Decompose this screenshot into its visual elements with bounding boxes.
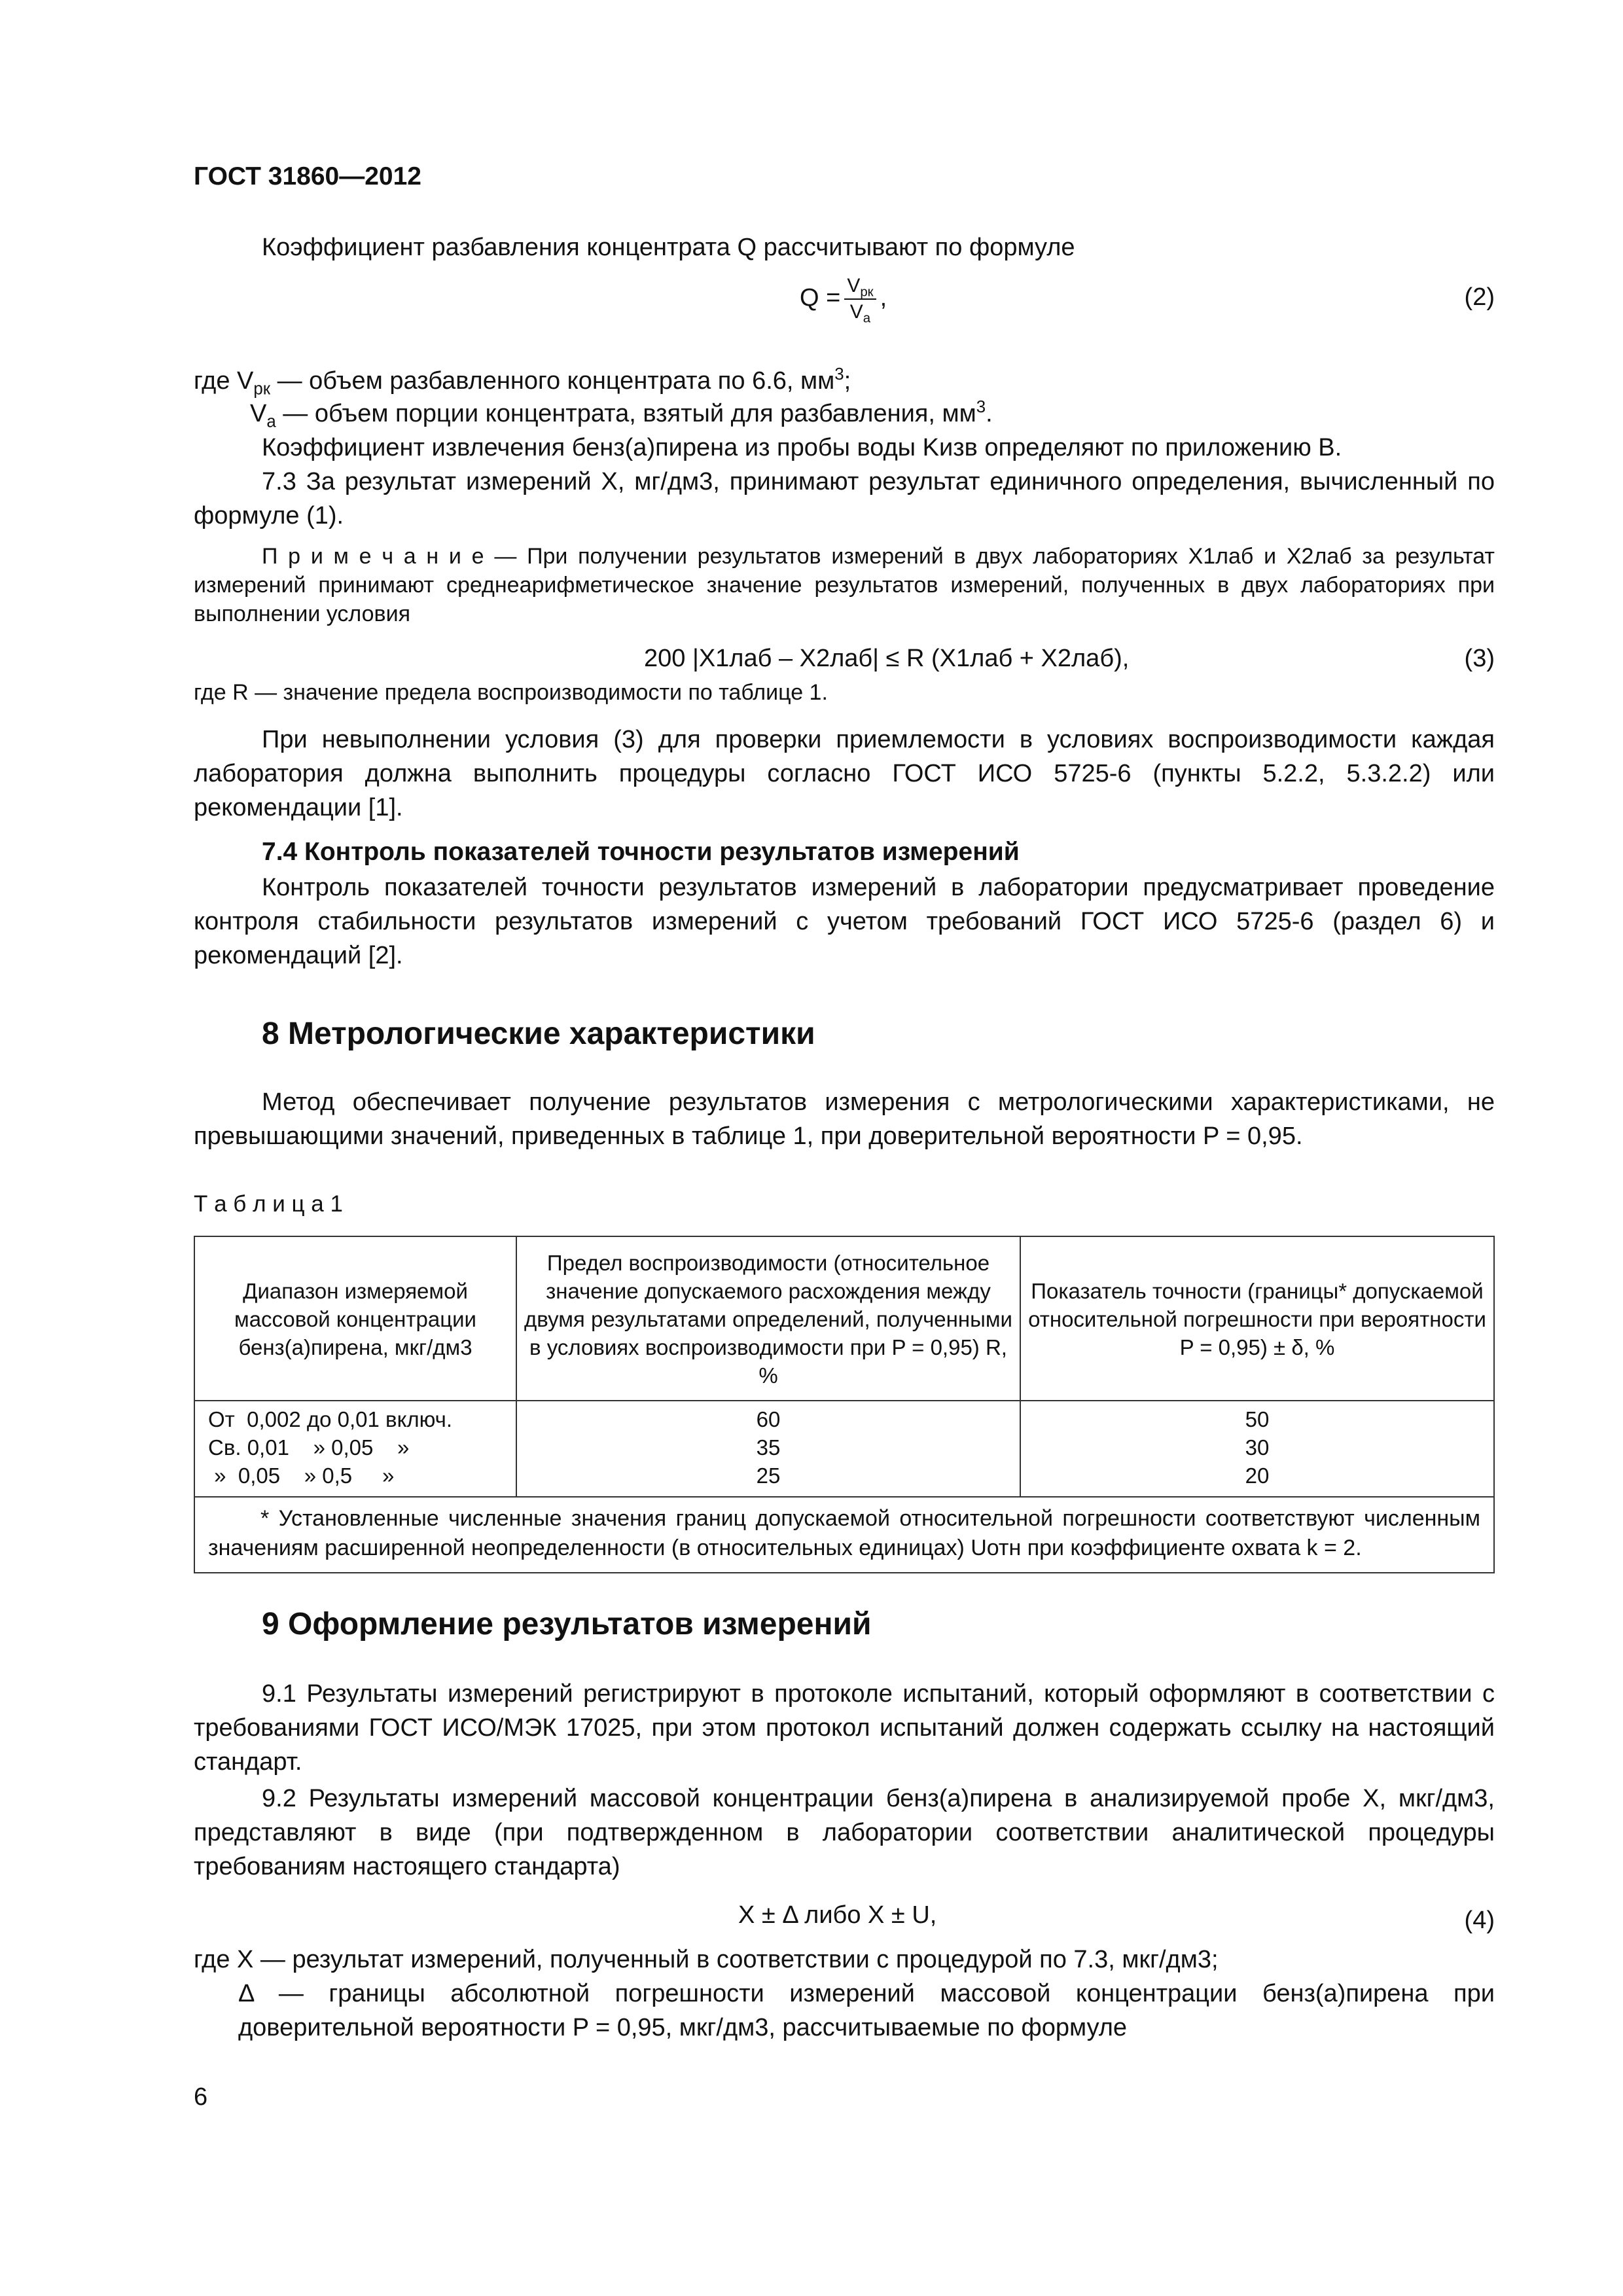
where-4-line-2: Δ — границы абсолютной погрешности измерений массовой концентрации бенз(а)пирена при доверительной вероятности P = 0,95, мкг/дм3, рассчитываемые по формуле <box>238 1980 1495 2041</box>
table-row-R: 60 <box>756 1407 781 1431</box>
table-row-range: » 0,05 » 0,5 » <box>208 1463 395 1488</box>
table-footnote: * Установленные численные значения границ допускаемой относительной погрешности соответствуют численным значениям расширенной неопределенности (в относительных единицах) Uотн при коэффициенте охвата k = 2. <box>194 1497 1494 1573</box>
reproducibility-paragraph <box>194 723 1495 825</box>
formula-3-number: (3) <box>1464 645 1495 672</box>
table-row-range: Св. 0,01 » 0,05 » <box>208 1435 410 1460</box>
where-4-line-1: где X — результат измерений, полученный в соответствии с процедурой по 7.3, мкг/дм3; <box>194 1946 1219 1973</box>
where-2-line-1: где $V_{рк}$ — объем разбавленного концентрата по 6.6, $мм^3$; <box>194 365 851 399</box>
section-7-3-text: 7.3 За результат измерений X, мг/дм3, принимают результат единичного определения, вычисленный по формуле (1). <box>194 468 1495 529</box>
where-2-line-2: $V_a$ — объем порции концентрата, взятый для разбавления, $мм^3$. <box>250 397 993 431</box>
formula-2-number: (2) <box>1464 283 1495 311</box>
section-9-2-text: 9.2 Результаты измерений массовой концентрации бенз(а)пирена в анализируемой пробе X, мкг/дм3, представляют в виде (при подтвержденном в лаборатории соответствии аналитической процедуры требованиям настоящего стандарта) <box>194 1785 1495 1880</box>
table-row-delta: 30 <box>1245 1435 1270 1460</box>
table-row-R: 25 <box>756 1463 781 1488</box>
table-accuracy-cell <box>1020 1401 1494 1497</box>
table-footnote-row <box>194 1497 1494 1573</box>
table-range-cell <box>194 1401 516 1497</box>
section-7-4-title: 7.4 Контроль показателей точности результатов измерений <box>262 838 1020 866</box>
reproducibility-text: При невыполнении условия (3) для проверки приемлемости в условиях воспроизводимости каждая лаборатория должна выполнить процедуры согласно ГОСТ ИСО 5725-6 (пункты 5.2.2, 5.3.2.2) или рекомендации [1]. <box>194 726 1495 821</box>
section-7-4-text: Контроль показателей точности результатов измерений в лаборатории предусматривает проведение контроля стабильности результатов измерений с учетом требований ГОСТ ИСО 5725-6 (раздел 6) и рекомендаций [2]. <box>194 874 1495 969</box>
recovery-text: Коэффициент извлечения бенз(а)пирена из пробы воды Kизв определяют по приложению В. <box>262 434 1342 461</box>
table-row-R: 35 <box>756 1435 781 1460</box>
table-row-delta: 50 <box>1245 1407 1270 1431</box>
table-data-row <box>194 1401 1494 1497</box>
note-text: — При получении результатов измерений в двух лабораториях X1лаб и X2лаб за результат измерений принимают среднеарифметическое значение результатов измерений, полученных в двух лабораториях при выполнении условия <box>194 544 1495 626</box>
section-9-title: 9 Оформление результатов измерений <box>262 1607 872 1641</box>
table-row-range: От 0,002 до 0,01 включ. <box>208 1407 453 1431</box>
page-number: 6 <box>194 2083 208 2111</box>
standard-header: ГОСТ 31860—2012 <box>194 162 421 190</box>
formula-2-denominator: $V_a$ <box>849 301 871 326</box>
table-header-range: Диапазон измеряемой массовой концентрации бенз(а)пирена, мкг/дм3 <box>194 1236 516 1401</box>
note-block <box>194 542 1495 628</box>
section-7-4 <box>194 870 1495 973</box>
note-label: П р и м е ч а н и е <box>262 544 484 569</box>
formula-2 <box>800 274 887 325</box>
section-8 <box>194 1085 1495 1153</box>
formula-4: X ± Δ либо X ± U, <box>738 1901 937 1929</box>
formula-4-number: (4) <box>1464 1907 1495 1934</box>
formula-3: 200 |X1лаб – X2лаб| ≤ R (X1лаб + X2лаб), <box>644 645 1130 672</box>
table-header-accuracy: Показатель точности (границы* допускаемой относительной погрешности при вероятности P = 0,95) ± δ, % <box>1020 1236 1494 1401</box>
formula-2-trail: , <box>880 284 887 312</box>
table-header-row <box>194 1236 1494 1401</box>
formula-2-numerator: $V_{рк}$ <box>844 274 876 300</box>
section-8-title: 8 Метрологические характеристики <box>262 1016 815 1051</box>
table-1 <box>194 1236 1495 1573</box>
section-7-3 <box>194 465 1495 533</box>
table-row-delta: 20 <box>1245 1463 1270 1488</box>
dilution-sentence: Коэффициент разбавления концентрата Q рассчитывают по формуле <box>262 234 1075 261</box>
formula-2-fraction <box>844 274 876 325</box>
dilution-paragraph <box>194 230 1495 264</box>
table-header-reproducibility: Предел воспроизводимости (относительное значение допускаемого расхождения между двумя результатами определений, полученными в условиях воспроизводимости при P = 0,95) R, % <box>516 1236 1020 1401</box>
formula-2-lhs: Q = <box>800 284 841 312</box>
table-reproducibility-cell <box>516 1401 1020 1497</box>
section-9-1 <box>194 1677 1495 1779</box>
where-3: где R — значение предела воспроизводимости по таблице 1. <box>194 680 828 705</box>
section-8-text: Метод обеспечивает получение результатов измерения с метрологическими характеристиками, не превышающими значений, приведенных в таблице 1, при доверительной вероятности P = 0,95. <box>194 1088 1495 1150</box>
section-9-2 <box>194 1782 1495 1884</box>
section-9-1-text: 9.1 Результаты измерений регистрируют в протоколе испытаний, который оформляют в соответствии с требованиями ГОСТ ИСО/МЭК 17025, при этом протокол испытаний должен содержать ссылку на настоящий стандарт. <box>194 1680 1495 1776</box>
table-1-caption: Т а б л и ц а 1 <box>194 1191 343 1217</box>
recovery-paragraph <box>194 431 1495 465</box>
where-4 <box>194 1943 1495 2045</box>
